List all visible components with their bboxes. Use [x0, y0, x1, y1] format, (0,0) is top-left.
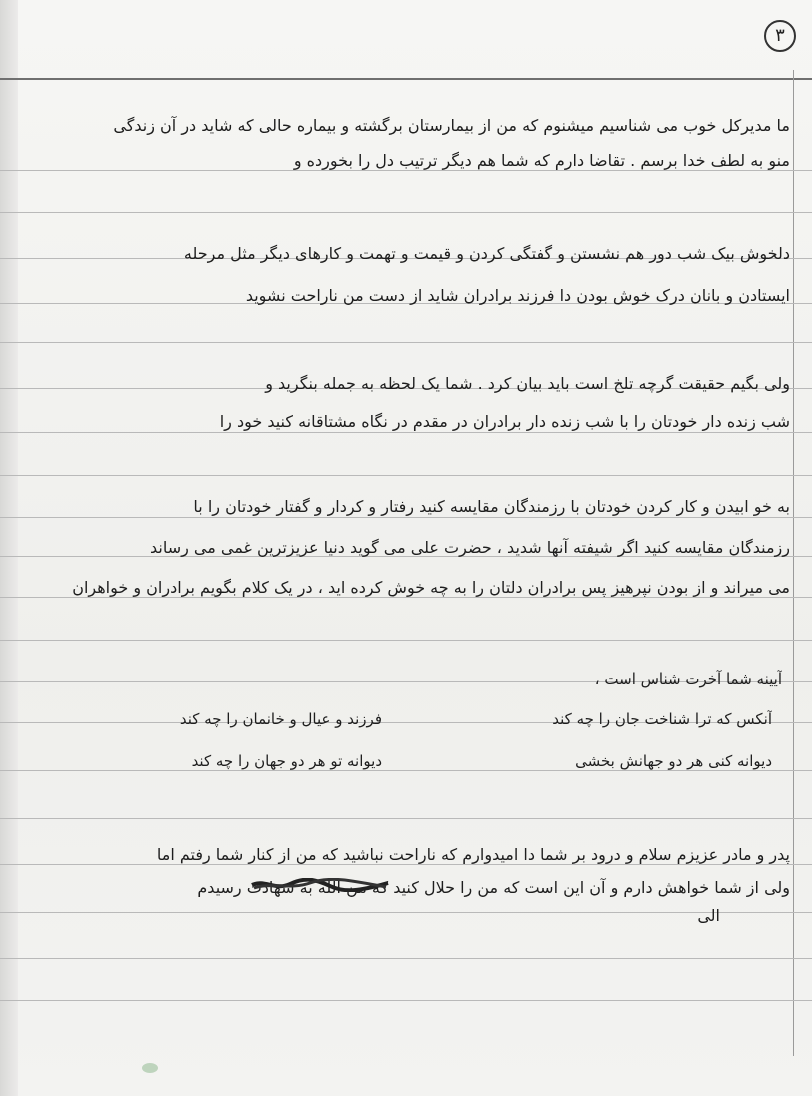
- letter-line: می میراند و از بودن نپرهیز پس برادران دلتان را به چه خوش کرده اید ، در یک کلام بگویم برادران و خواهران: [72, 578, 790, 597]
- letter-line: ایستادن و بانان درک خوش بودن دا فرزند برادران شاید از دست من ناراحت نشوید: [245, 286, 790, 305]
- letter-line: الی: [697, 906, 720, 925]
- letter-line: ولی بگیم حقیقت گرچه تلخ است باید بیان کرد . شما یک لحظه به جمله بنگرید و: [265, 374, 790, 393]
- letter-line: منو به لطف خدا برسم . تقاضا دارم که شما هم دیگر ترتیب دل را بخورده و: [293, 151, 790, 170]
- poem-verse-left: فرزند و عیال و خانمان را چه کند: [179, 710, 382, 728]
- ruled-line: [0, 517, 812, 518]
- ruled-line: [0, 818, 812, 819]
- page-number-text: ۳: [775, 25, 785, 46]
- letter-line: دلخوش بیک شب دور هم نشستن و گفتگی کردن و قیمت و تهمت و کارهای دیگر مثل مرحله: [183, 244, 790, 263]
- ruled-line: [0, 170, 812, 171]
- margin-line: [793, 70, 794, 1056]
- letter-line: پدر و مادر عزیزم سلام و درود بر شما دا امیدوارم که ناراحت نباشید که من از کنار شما رفتم اما: [156, 845, 790, 864]
- poem-verse-left: دیوانه تو هر دو جهان را چه کند: [191, 752, 382, 770]
- poem-verse-right: آنکس که ترا شناخت جان را چه کند: [552, 710, 772, 728]
- ruled-line: [0, 864, 812, 865]
- ruled-line: [0, 770, 812, 771]
- letter-line: شب زنده دار خودتان را با شب زنده دار برادران در مقدم در نگاه مشتاقانه کنید خود را: [219, 412, 790, 431]
- poem-intro: آیینه شما آخرت شناس است ،: [594, 670, 782, 688]
- letter-line: ولی از شما خواهش دارم و آن این است که من را حلال کنید که من الله به شهادت رسیدم: [197, 878, 790, 897]
- ruled-line: [0, 640, 812, 641]
- crossed-out-scribble: [250, 878, 390, 892]
- ruled-line: [0, 597, 812, 598]
- page-number: [764, 20, 796, 52]
- poem-verse-right: دیوانه کنی هر دو جهانش بخشی: [575, 752, 772, 770]
- letter-line: ما مدیرکل خوب می شناسیم میشنوم که من از بیمارستان برگشته و بیماره حالی که شاید در آن زندگی: [113, 116, 790, 135]
- ruled-line: [0, 475, 812, 476]
- letter-line: به خو ابیدن و کار کردن خودتان با رزمندگان مقایسه کنید رفتار و کردار و گفتار خودتان را با: [193, 497, 790, 516]
- ruled-line: [0, 1000, 812, 1001]
- letter-line: رزمندگان مقایسه کنید اگر شیفته آنها شدید ، حضرت علی می گوید دنیا عزیزترین غمی می رساند: [149, 538, 790, 557]
- header-rule: [0, 78, 812, 80]
- ink-stain: [140, 1060, 160, 1076]
- ruled-line: [0, 342, 812, 343]
- scan-edge-shadow: [0, 0, 18, 1096]
- ruled-line: [0, 212, 812, 213]
- ruled-line: [0, 432, 812, 433]
- ruled-line: [0, 958, 812, 959]
